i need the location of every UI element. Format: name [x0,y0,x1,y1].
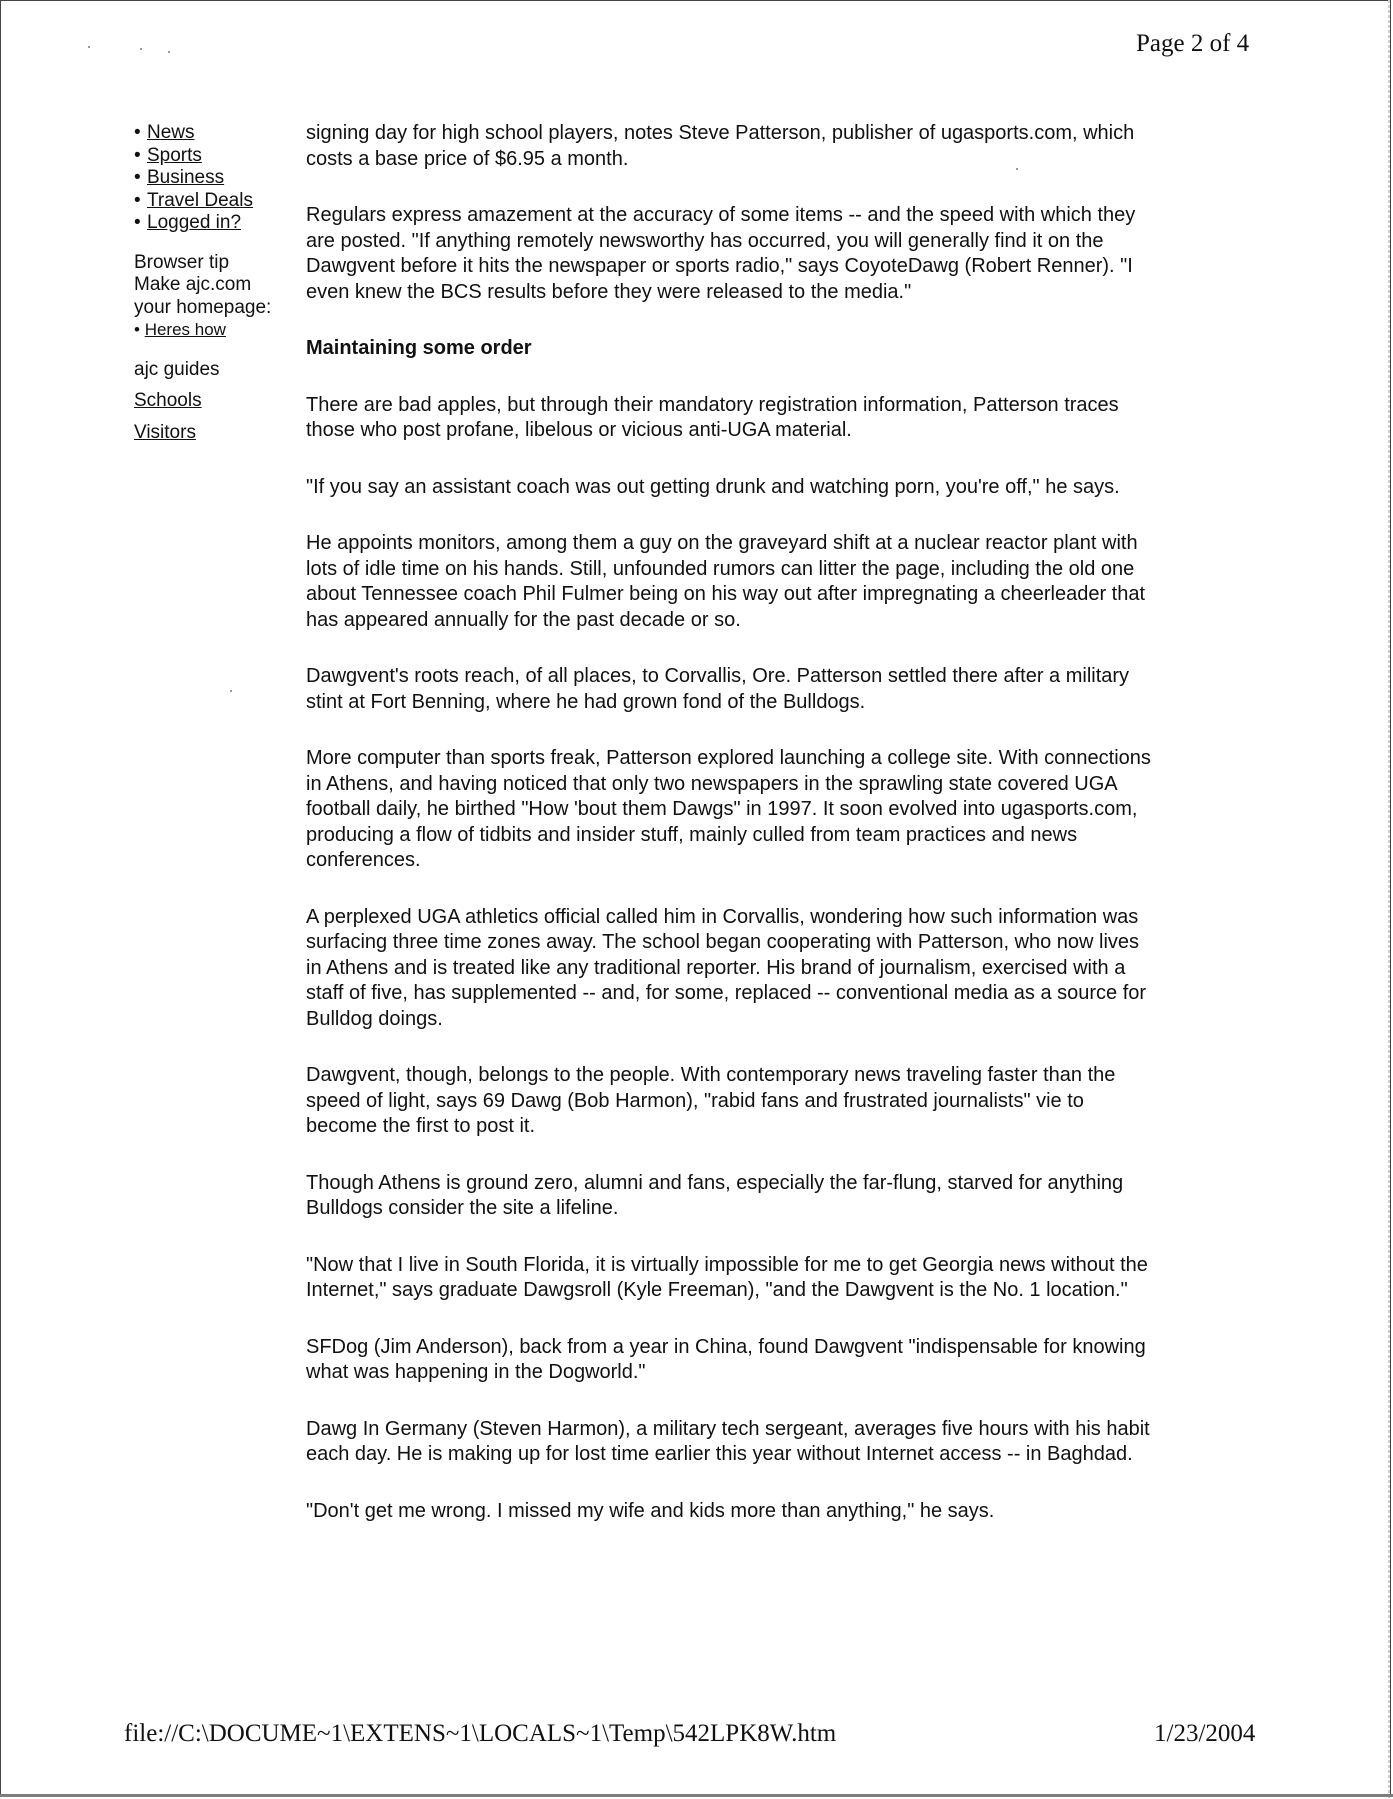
scan-speck [140,48,142,50]
article-paragraph: More computer than sports freak, Patterson explored launching a college site. With connections in Athens, and having noticed that only two newspapers in the sprawling state covered UGA football daily, he birthed "How 'bout them Dawgs" in 1997. It soon evolved into ugasports.com, producing a flow of tidbits and insider stuff, mainly culled from team practices and news conferences. [306,747,1151,871]
nav-link-sports[interactable]: Sports [147,144,202,166]
nav-link-news[interactable]: News [147,122,195,143]
nav-item-business [134,167,294,190]
scan-speck [230,690,232,692]
browser-tip-title: Browser tip [134,251,230,273]
scan-edge-right [1388,0,1390,1799]
browser-tip-link-row [134,319,294,342]
nav-item-logged-in [134,212,294,235]
bullet: • [134,189,141,211]
browser-tip-line-2: your homepage: [134,296,272,318]
article-paragraph: "Now that I live in South Florida, it is virtually impossible for me to get Georgia news without the Internet," says graduate Dawgsroll (Kyle Freeman), "and the Dawgvent is the No. 1 location." [306,1253,1148,1301]
article-paragraph: Dawgvent, though, belongs to the people. With contemporary news traveling faster than the speed of light, says 69 Dawg (Bob Harmon), "rabid fans and frustrated journalists" vie to become the first to post it. [306,1064,1116,1137]
article-paragraph: signing day for high school players, notes Steve Patterson, publisher of ugasports.com, which costs a base price of $6.95 a month. [306,122,1135,170]
article-paragraph: SFDog (Jim Anderson), back from a year in China, found Dawgvent "indispensable for knowing what was happening in the Dogworld." [306,1335,1146,1383]
nav-item-travel-deals [134,190,294,213]
footer-file-path: file://C:\DOCUME~1\EXTENS~1\LOCALS~1\Temp\542LPK8W.htm [124,1720,837,1747]
footer-date: 1/23/2004 [1154,1720,1256,1747]
article-paragraph: "Don't get me wrong. I missed my wife and kids more than anything," he says. [306,1499,995,1522]
nav-link-business[interactable]: Business [147,167,225,188]
bullet: • [134,320,140,339]
article-paragraph: Though Athens is ground zero, alumni and fans, especially the far-flung, starved for anything Bulldogs consider the site a lifeline. [306,1171,1124,1219]
browser-tip-line-1: Make ajc.com [134,274,252,295]
section-heading: Maintaining some order [306,337,532,359]
nav-link-logged-in[interactable]: Logged in? [147,212,242,233]
bullet: • [134,167,141,188]
page-number: Page 2 of 4 [1136,30,1250,57]
bullet: • [134,144,141,166]
article-paragraph: A perplexed UGA athletics official called him in Corvallis, wondering how such information was surfacing three time zones away. The school began cooperating with Patterson, who now lives in Athens and is treated like any traditional reporter. His brand of journalism, exercised with a staff of five, has supplemented -- and, for some, replaced -- conventional media as a source for Bulldog doings. [306,905,1147,1030]
scan-edge-bottom [0,1794,1393,1797]
bullet: • [134,212,141,233]
scan-speck [168,51,170,53]
guide-link-schools[interactable]: Schools [134,390,202,411]
guide-link-visitors[interactable]: Visitors [134,421,196,443]
sidebar-nav [134,122,294,235]
bullet: • [134,122,141,143]
article-paragraph: Regulars express amazement at the accuracy of some items -- and the speed with which they are posted. "If anything remotely newsworthy has occurred, you will generally find it on the Dawgvent before it hits the newspaper or sports radio," says CoyoteDawg (Robert Renner). "I even knew the BCS results before they were released to the media." [306,204,1136,303]
article-paragraph: There are bad apples, but through their mandatory registration information, Patterson traces those who post profane, libelous or vicious anti-UGA material. [306,393,1119,441]
article-paragraph: Dawgvent's roots reach, of all places, to Corvallis, Ore. Patterson settled there after a military stint at Fort Benning, where he had grown fond of the Bulldogs. [306,665,1130,713]
heres-how-link[interactable]: Heres how [144,320,226,339]
scan-speck [88,46,90,48]
ajc-guides-title: ajc guides [134,358,220,380]
article-paragraph: Dawg In Germany (Steven Harmon), a military tech sergeant, averages five hours with his habit each day. He is making up for lost time earlier this year without Internet access -- in Baghdad. [306,1417,1150,1465]
article-paragraph: He appoints monitors, among them a guy on the graveyard shift at a nuclear reactor plant with lots of idle time on his hands. Still, unfounded rumors can litter the page, including the old one about Tennessee coach Phil Fulmer being on his way out after impregnating a cheerleader that has appeared annually for the past decade or so. [306,532,1146,631]
article-body [306,121,1156,1555]
nav-item-news [134,122,294,145]
sidebar [134,122,294,444]
article-paragraph: "If you say an assistant coach was out getting drunk and watching porn, you're off," he says. [306,475,1120,498]
nav-link-travel-deals[interactable]: Travel Deals [147,189,253,211]
nav-item-sports [134,145,294,168]
